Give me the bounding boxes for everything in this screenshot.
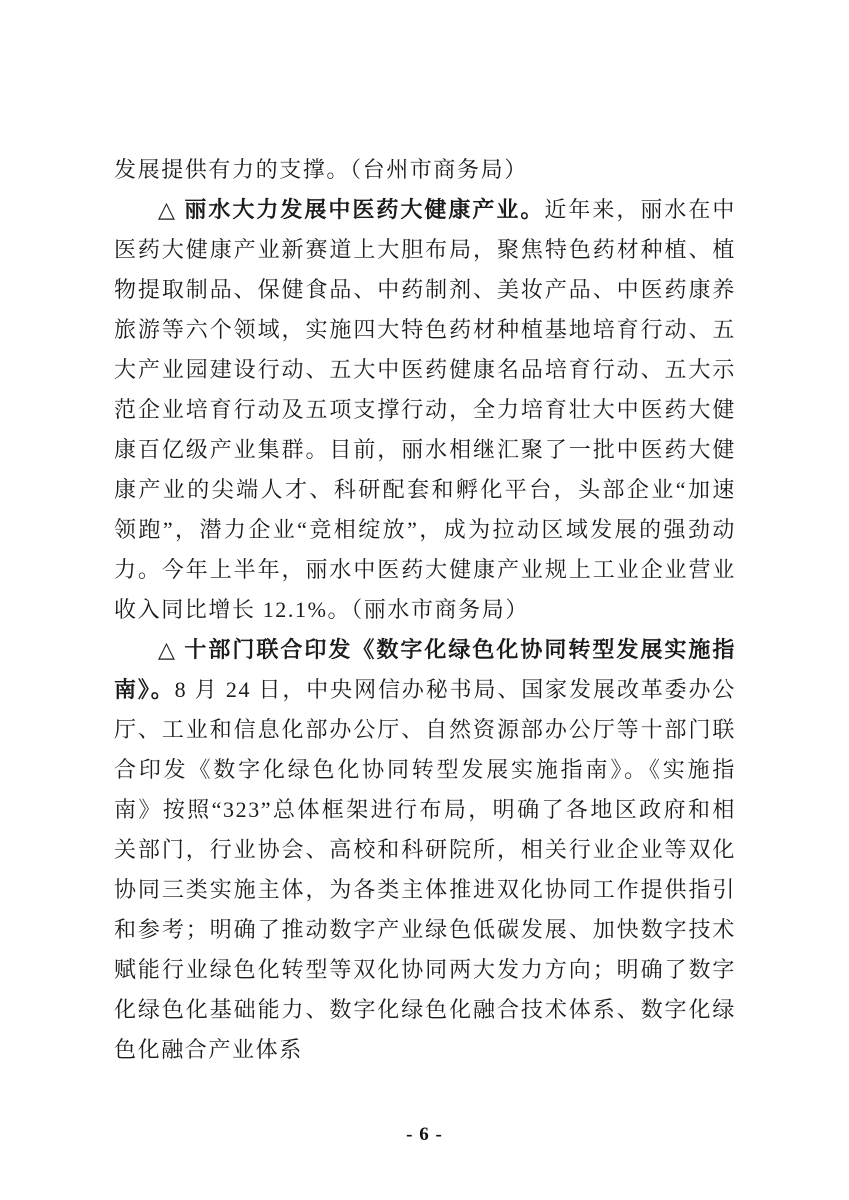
paragraph-previous-item-tail <box>114 150 736 190</box>
paragraph-text: 8 月 24 日，中央网信办秘书局、国家发展改革委办公厅、工业和信息化部办公厅、自然资源部办公厅等十部门联合印发《数字化绿色化协同转型发展实施指南》。《实施指南》按照“323”总体框架进行布局，明确了各地区政府和相关部门，行业协会、高校和科研院所，相关行业企业等双化协同三类实施主体，为各类主体推进双化协同工作提供指引和参考；明确了推动数字产业绿色低碳发展、加快数字技术赋能行业绿色化转型等双化协同两大发力方向；明确了数字化绿色化基础能力、数字化绿色化融合技术体系、数字化绿色化融合产业体系 <box>114 677 736 1062</box>
paragraph-lishui-tcm-health-industry <box>114 190 736 630</box>
document-body <box>114 150 736 1070</box>
paragraph-heading: △ 丽水大力发展中医药大健康产业。 <box>158 197 545 222</box>
paragraph-ten-departments-guideline <box>114 630 736 1070</box>
paragraph-text: 近年来，丽水在中医药大健康产业新赛道上大胆布局，聚焦特色药材种植、植物提取制品、保健食品、中药制剂、美妆产品、中医药康养旅游等六个领域，实施四大特色药材种植基地培育行动、五大产业园建设行动、五大中医药健康名品培育行动、五大示范企业培育行动及五项支撑行动，全力培育壮大中医药大健康百亿级产业集群。目前，丽水相继汇聚了一批中医药大健康产业的尖端人才、科研配套和孵化平台，头部企业“加速领跑”，潜力企业“竞相绽放”，成为拉动区域发展的强劲动力。今年上半年，丽水中医药大健康产业规上工业企业营业收入同比增长 12.1%。（丽水市商务局） <box>114 197 736 622</box>
paragraph-text: 发展提供有力的支撑。（台州市商务局） <box>114 157 528 182</box>
page-number: - 6 - <box>406 1124 443 1145</box>
paragraph-heading: △ 十部门联合印发《数字化绿色化协同转型发展实施指南》。 <box>114 637 736 702</box>
